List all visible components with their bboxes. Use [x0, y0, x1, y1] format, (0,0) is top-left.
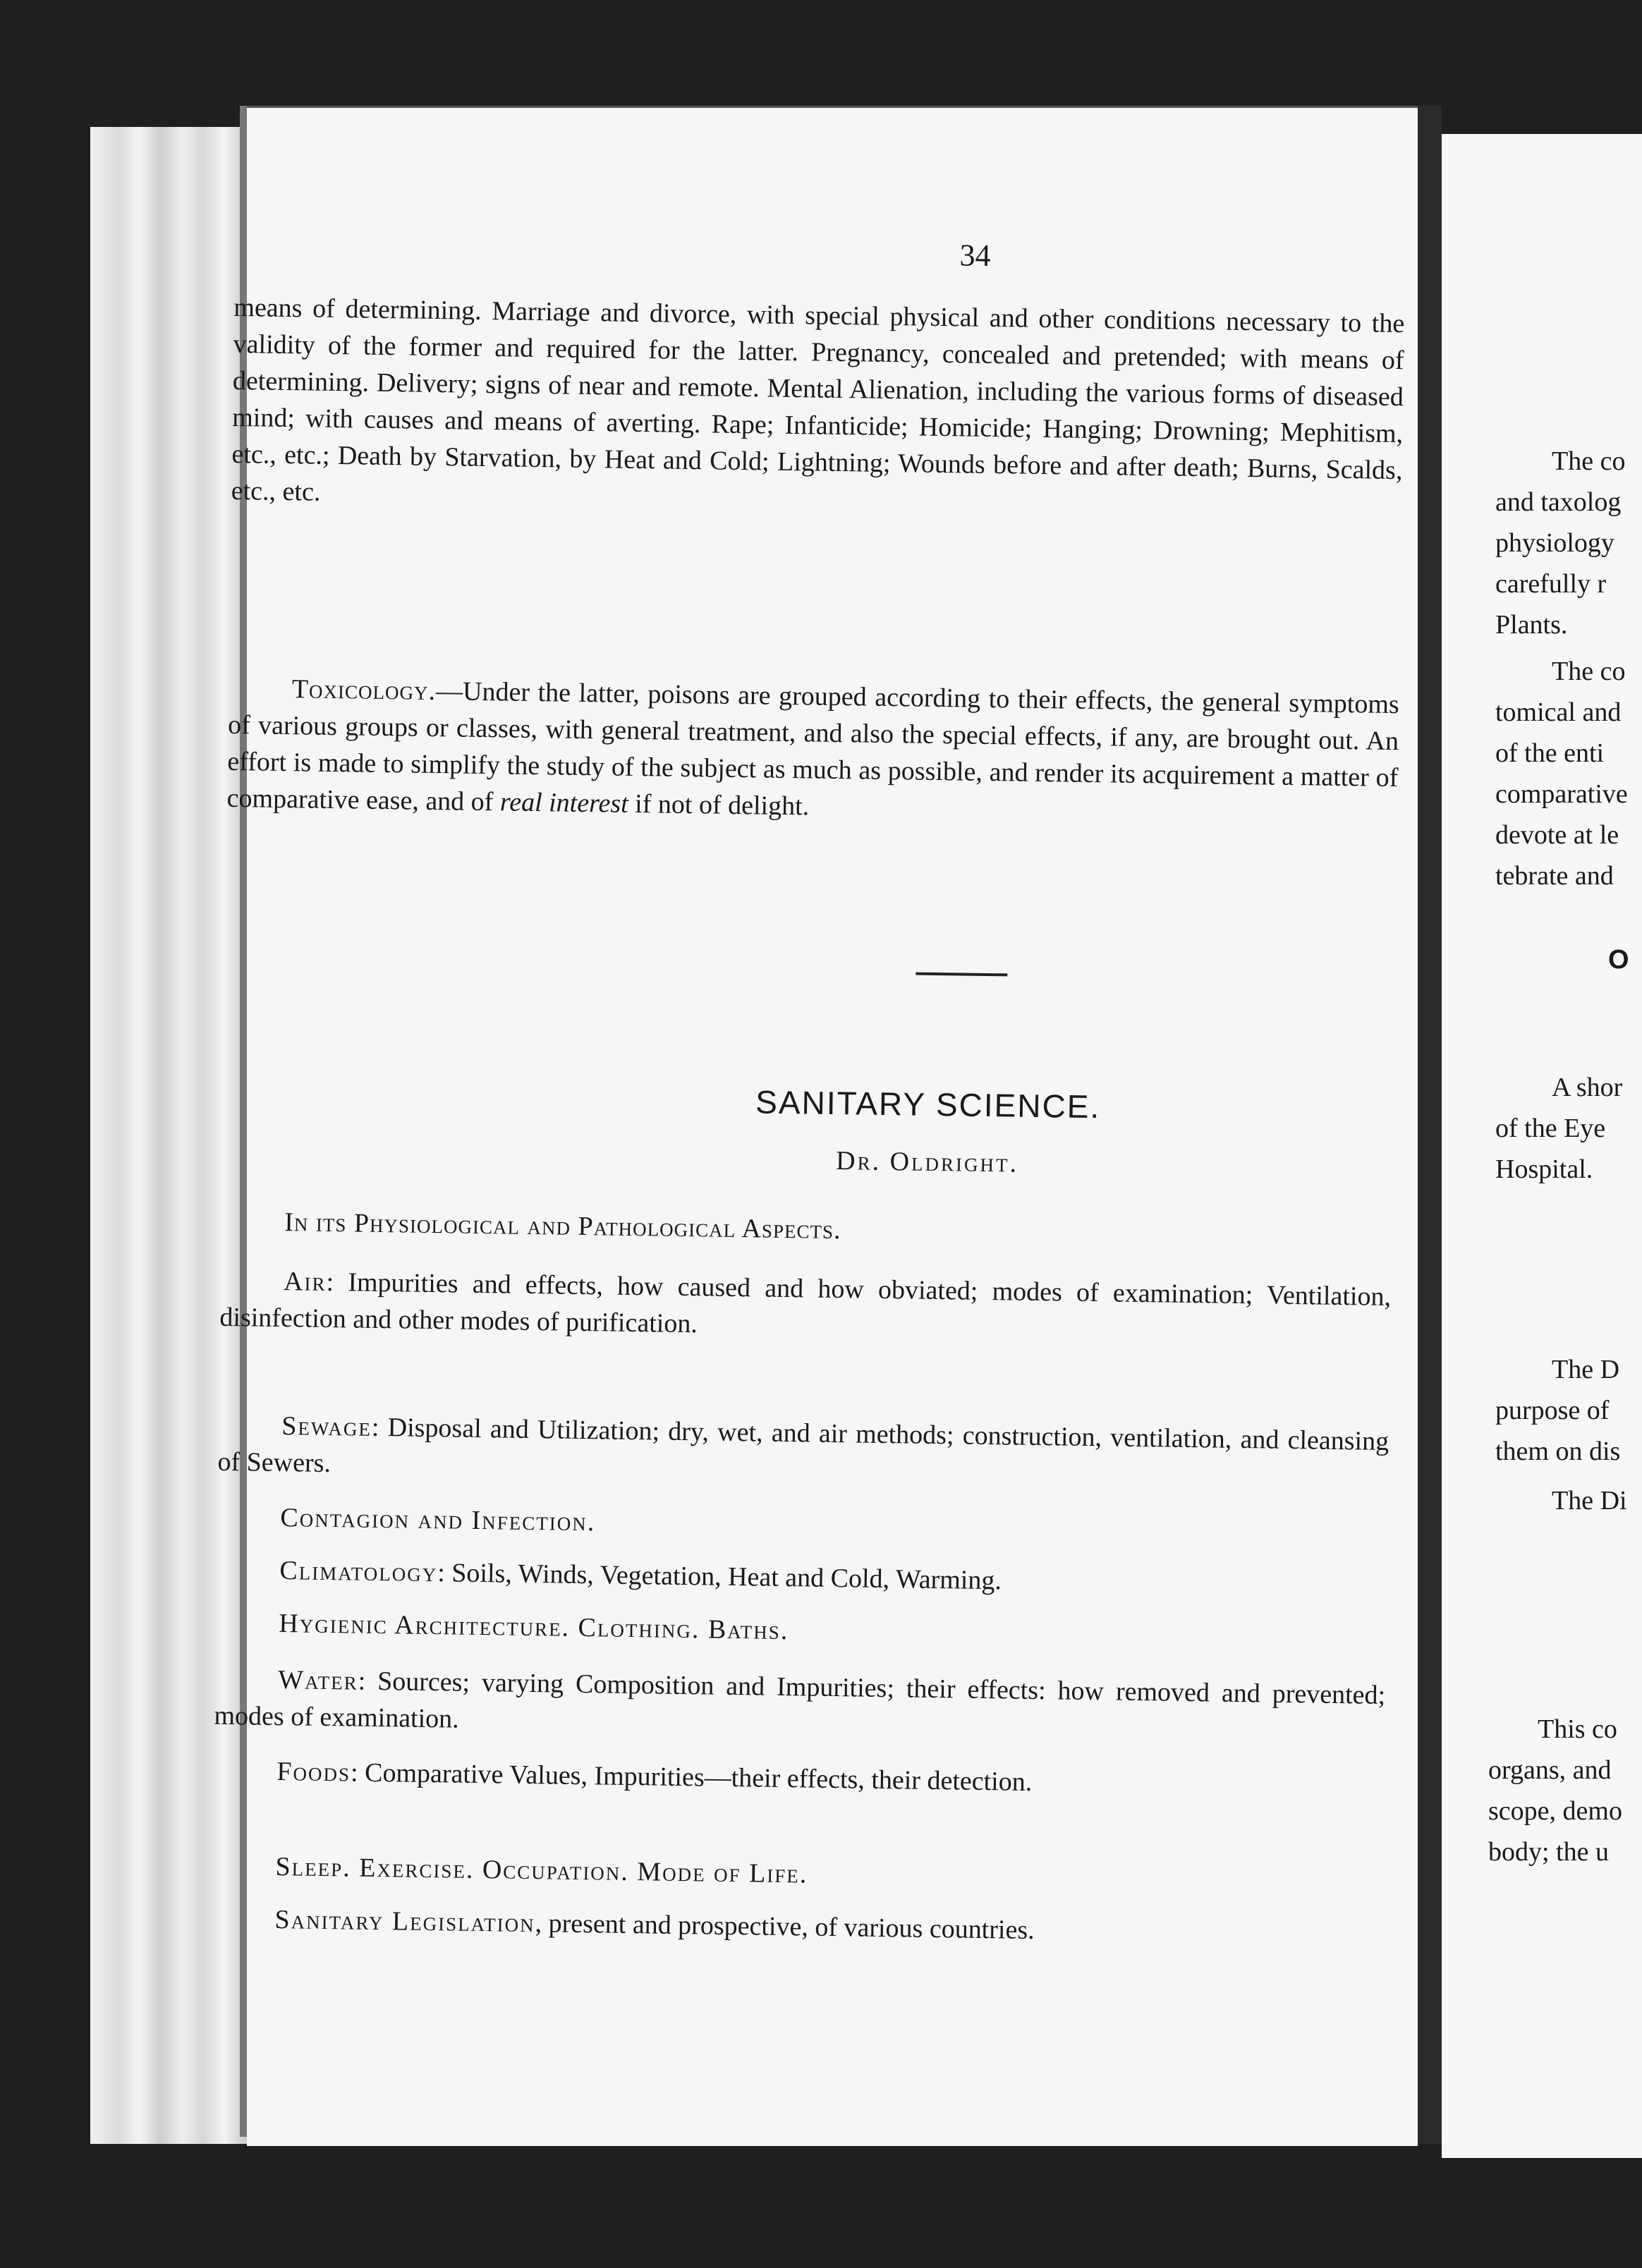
facing-line: This co: [1538, 1714, 1617, 1744]
facing-line: them on dis: [1495, 1437, 1621, 1466]
page-number: 34: [959, 238, 991, 273]
entry-text: : Sources; varying Composition and Impurities; their effects: how removed and prevented; modes of examination.: [214, 1666, 1386, 1734]
facing-line: Hospital.: [1495, 1154, 1593, 1184]
toxicology-italic: real interest: [499, 787, 629, 819]
toxicology-lead: Toxicology.: [291, 674, 437, 707]
entry-lead: Foods: [276, 1757, 351, 1788]
entry-lead: Hygienic Architecture. Clothing. Baths.: [279, 1609, 789, 1646]
facing-line: The co: [1552, 657, 1626, 686]
entry-lead: Sanitary Legislation: [274, 1905, 535, 1939]
facing-line: The Di: [1552, 1486, 1627, 1516]
facing-line: Plants.: [1495, 610, 1568, 640]
opening-paragraph: means of determining. Marriage and divorce, with special physical and other conditions necessary to the validity of the former and required for the latter. Pregnancy, concealed and pretended; with means of determining. Delivery; signs of near and remote. Mental Alienation, including the various forms of diseased mind; with causes and means of averting. Rape; Infanticide; Homicide; Hanging; Drowning; Mephitism, etc., etc.; Death by Starvation, by Heat and Cold; Lightning; Wounds before and after death; Burns, Scalds, etc., etc.: [231, 292, 1405, 507]
toxicology-text: —Under the latter, poisons are grouped according to their effects, the general symptoms of various groups or classes, with general treatment, and also the special effects, if any, are brought out. An effort is made to simplify the study of the subject as much as possible, and render its acquirement a matter of comparative ease, and of: [226, 676, 1400, 817]
section-title: SANITARY SCIENCE.: [755, 1083, 1101, 1126]
facing-line: physiology: [1495, 528, 1614, 558]
facing-line: scope, demo: [1488, 1796, 1622, 1826]
section-author: Dr. Oldright.: [835, 1146, 1019, 1178]
facing-line: carefully r: [1495, 569, 1607, 599]
facing-line: tebrate and: [1495, 861, 1614, 891]
facing-line: The co: [1552, 446, 1626, 476]
entry-lead: Sewage: [281, 1411, 372, 1442]
facing-line: of the enti: [1495, 738, 1605, 768]
facing-line: purpose of: [1495, 1396, 1610, 1425]
facing-line: comparative: [1495, 779, 1628, 809]
entry-text: : Comparative Values, Impurities—their effects, their detection.: [350, 1757, 1033, 1797]
entry-lead: Air: [283, 1267, 327, 1297]
entry-text: : Soils, Winds, Vegetation, Heat and Cold, Warming.: [437, 1558, 1002, 1596]
facing-line: organs, and: [1488, 1755, 1612, 1785]
section-subheading: In its Physiological and Pathological Aspects.: [284, 1207, 841, 1245]
facing-line: The D: [1552, 1355, 1620, 1384]
facing-line: body; the u: [1488, 1837, 1609, 1867]
entry-lead: Contagion and Infection.: [280, 1503, 596, 1537]
entry-text: , present and prospective, of various countries.: [535, 1908, 1035, 1946]
toxicology-text-end: if not of delight.: [628, 788, 810, 822]
entry-lead: Water: [277, 1665, 358, 1696]
facing-line: devote at le: [1495, 820, 1619, 850]
facing-line: A shor: [1552, 1073, 1623, 1102]
entry-text: : Impurities and effects, how caused and how obviated; modes of examination; Ventilation, disinfection and other modes of purification.: [219, 1267, 1392, 1339]
facing-line: and taxolog: [1495, 487, 1622, 517]
toxicology-paragraph: [226, 670, 1399, 833]
facing-line: tomical and: [1495, 697, 1622, 727]
entry-lead: Sleep. Exercise. Occupation. Mode of Life.: [275, 1852, 808, 1889]
facing-heading: O: [1608, 945, 1629, 975]
entry-lead: Climatology: [279, 1556, 438, 1588]
facing-line: of the Eye: [1495, 1114, 1606, 1143]
entry-text: : Disposal and Utilization; dry, wet, and air methods; construction, ventilation, and cleansing of Sewers.: [217, 1412, 1389, 1479]
